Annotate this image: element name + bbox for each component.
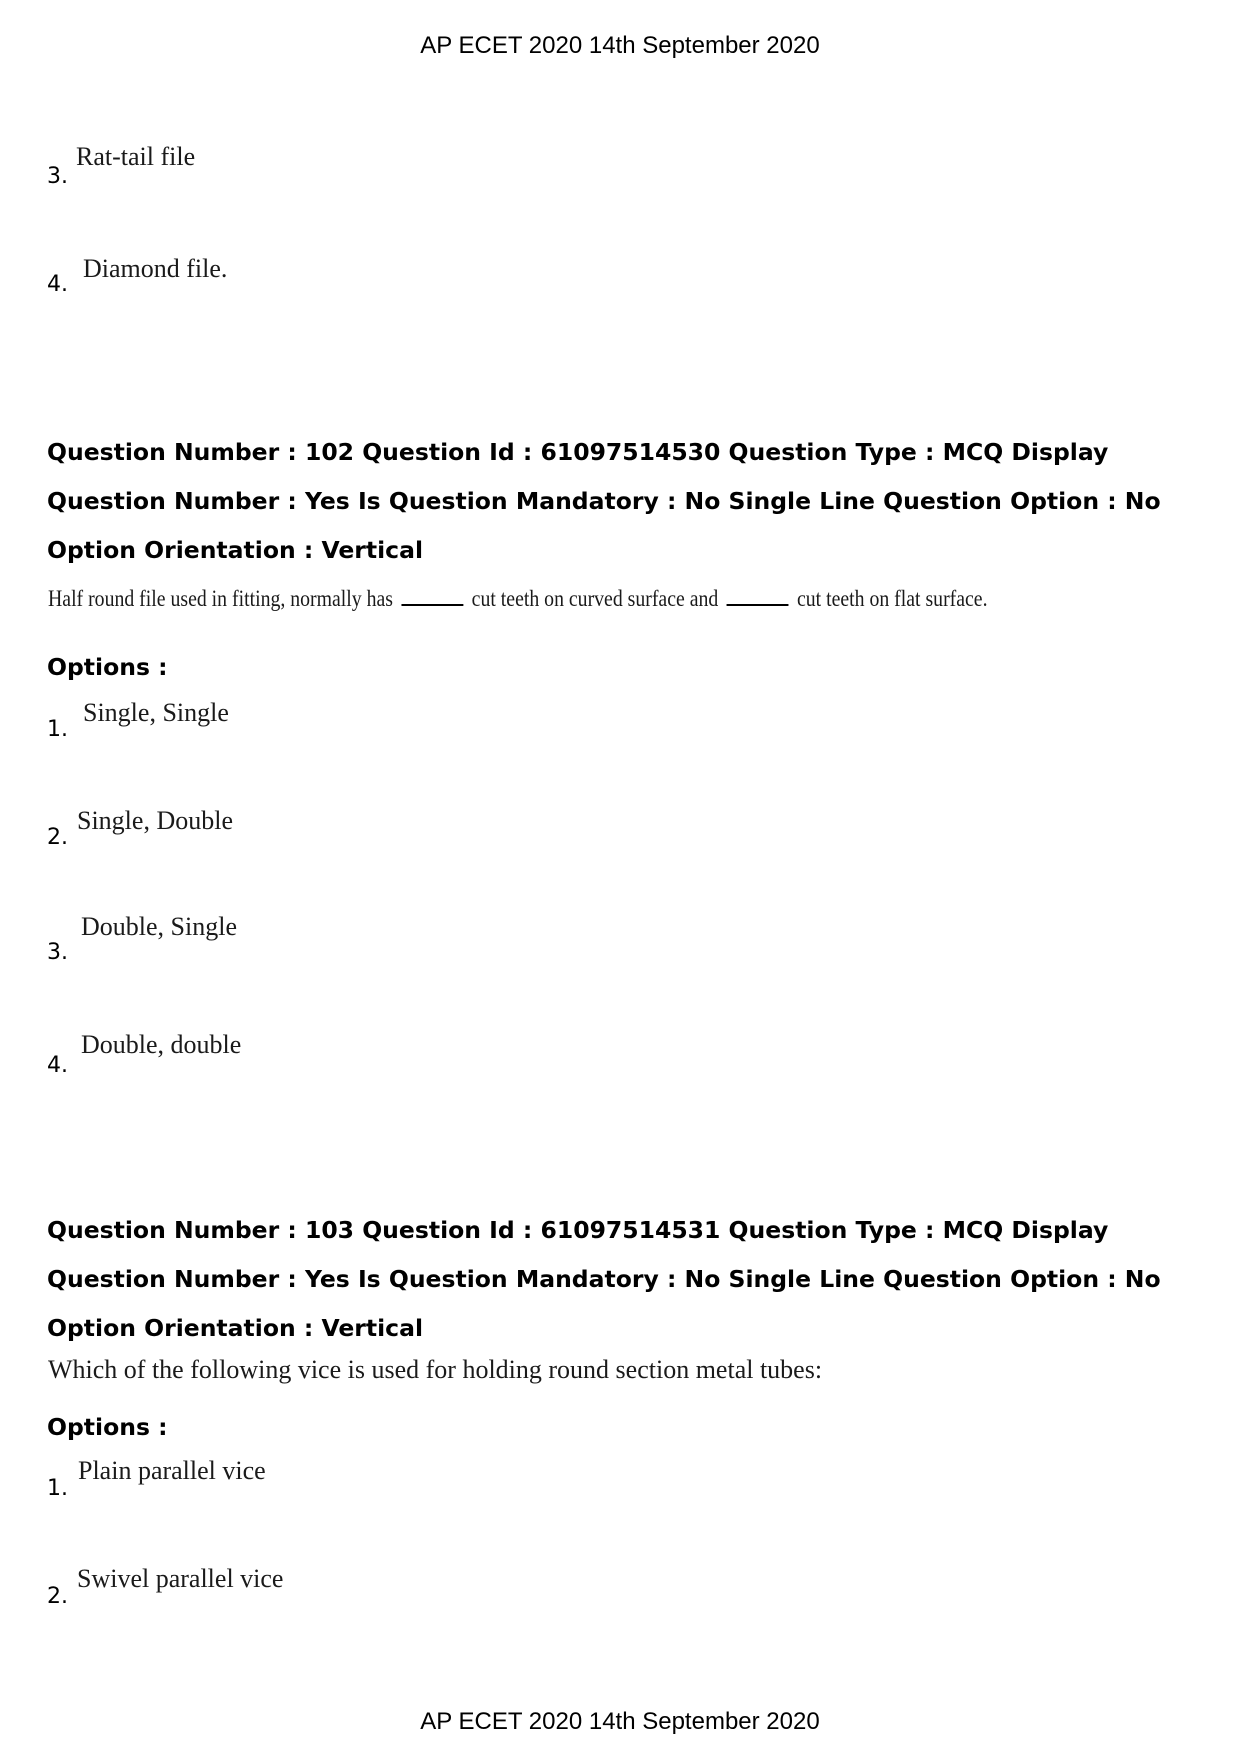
question-meta: Question Number : 103 Question Id : 61097514531 Question Type : MCQ Display Question Number : Yes Is Question Mandatory : No Single Line Question Option : No Option Orientation : Vertical: [47, 1216, 1161, 1342]
option-number: 4.: [47, 272, 68, 297]
option-number: 1.: [47, 717, 68, 742]
page-footer: AP ECET 2020 14th September 2020: [420, 1708, 820, 1735]
question-text: [48, 584, 988, 612]
question-text-part: cut teeth on flat surface.: [796, 586, 988, 611]
options-label: Options :: [47, 1413, 168, 1441]
answer-blank: [727, 584, 789, 606]
option-number: 3.: [47, 164, 68, 189]
option-text: Single, Single: [83, 698, 229, 727]
option-text: Double, Single: [81, 912, 237, 941]
question-text: Which of the following vice is used for holding round section metal tubes:: [48, 1355, 823, 1384]
option-number: 2.: [47, 825, 68, 850]
option-number: 2.: [47, 1584, 68, 1609]
option-text: Rat-tail file: [76, 142, 196, 171]
option-text: Single, Double: [77, 806, 233, 835]
option-number: 4.: [47, 1053, 68, 1078]
option-text: Plain parallel vice: [78, 1456, 266, 1485]
options-label: Options :: [47, 653, 168, 681]
option-number: 1.: [47, 1476, 68, 1501]
question-text-part: Half round file used in fitting, normally has: [48, 586, 393, 611]
answer-blank: [401, 584, 463, 606]
question-meta: Question Number : 102 Question Id : 61097514530 Question Type : MCQ Display Question Number : Yes Is Question Mandatory : No Single Line Question Option : No Option Orientation : Vertical: [47, 438, 1161, 564]
question-text-part: cut teeth on curved surface and: [471, 586, 719, 611]
option-text: Swivel parallel vice: [77, 1564, 284, 1593]
option-text: Double, double: [81, 1030, 242, 1059]
option-text: Diamond file.: [83, 254, 228, 283]
option-number: 3.: [47, 940, 68, 965]
page-header: AP ECET 2020 14th September 2020: [420, 32, 820, 59]
